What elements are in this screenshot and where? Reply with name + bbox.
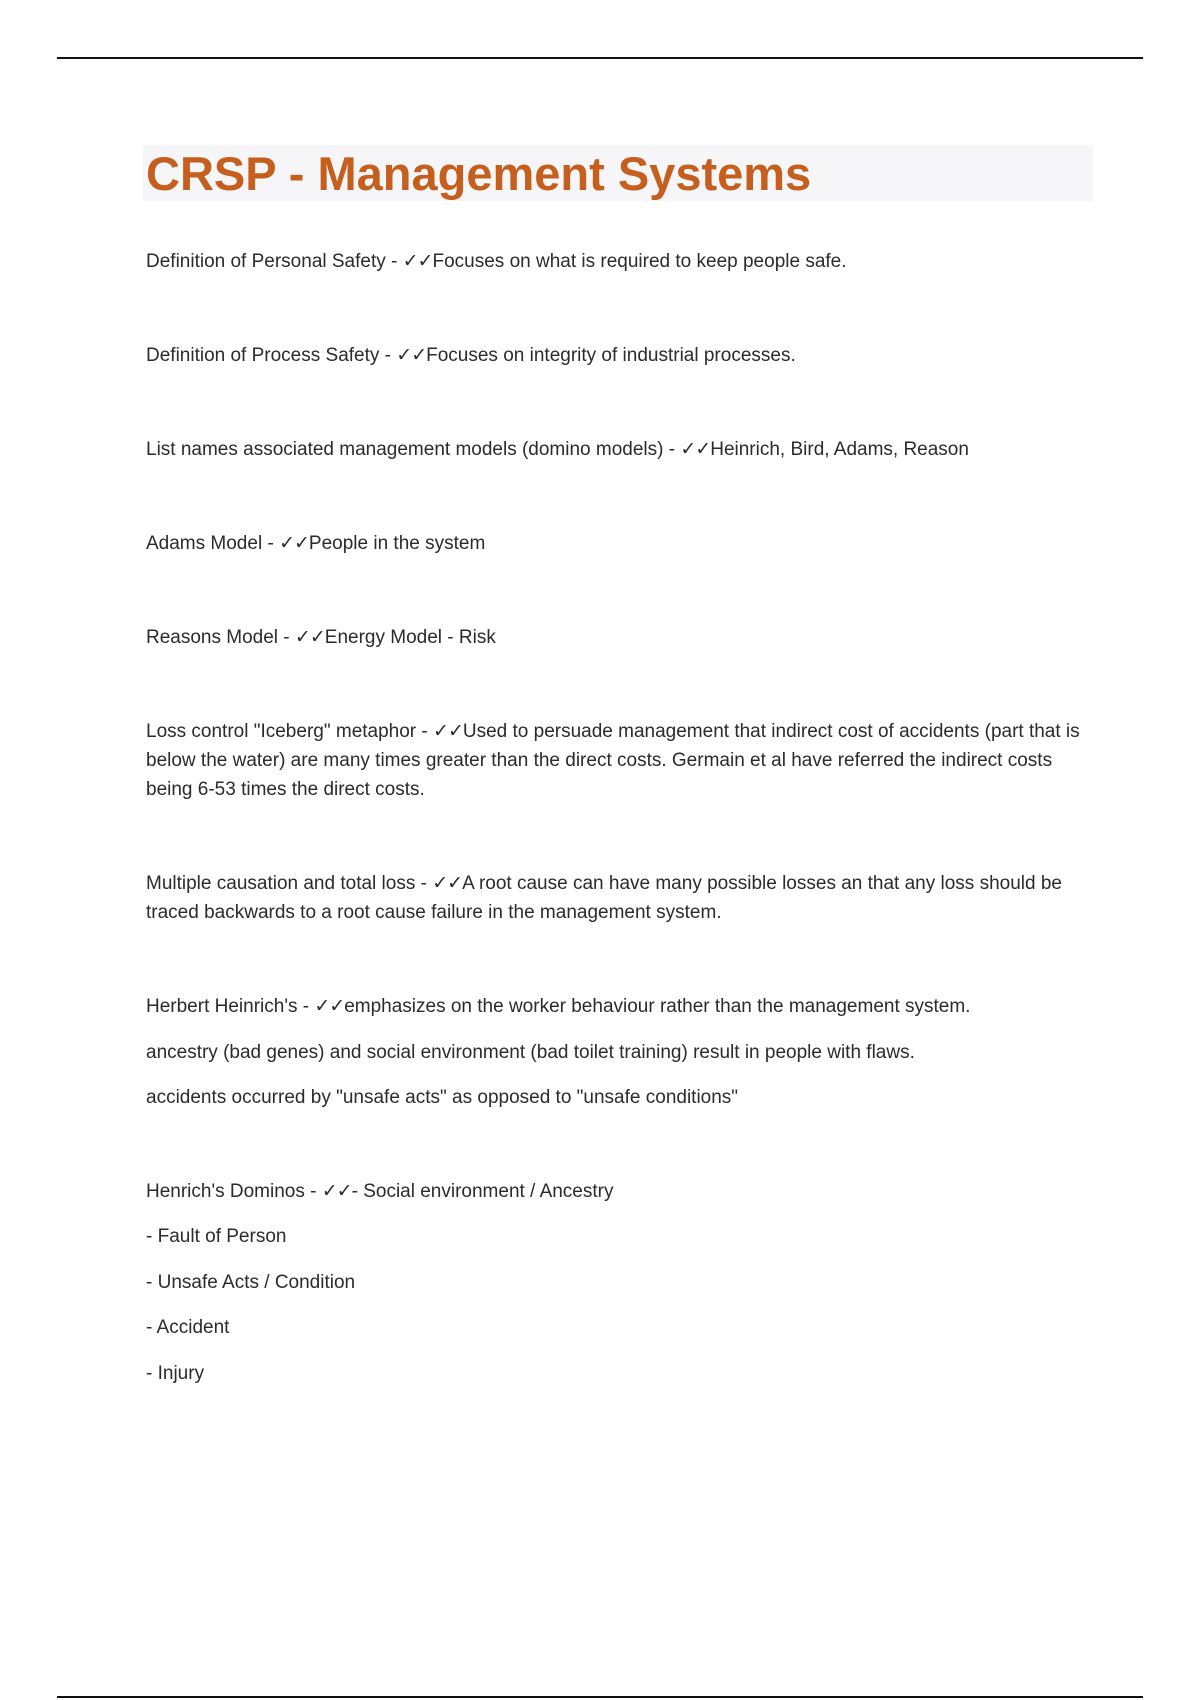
entry-answer: Focuses on what is required to keep people safe. [432,251,847,272]
entry-answer: Heinrich, Bird, Adams, Reason [710,439,969,460]
domino-line: - Accident [146,1317,230,1338]
entry-term: Multiple causation and total loss [146,873,416,894]
entry-term: Herbert Heinrich's [146,996,298,1017]
entry-separator: - [663,439,681,460]
heinrich-line: ancestry (bad genes) and social environment (bad toilet training) result in people with flaws. [146,1042,915,1063]
entry-separator: - [297,996,315,1017]
double-check-icon: ✓✓ [396,345,427,366]
entry-answer: A root cause can have many possible losses an that any loss should be traced backwards to a root cause failure in the management system. [146,873,1062,923]
entry-term: Adams Model [146,533,263,554]
entry-answer: Focuses on integrity of industrial processes. [426,345,796,366]
entry-separator: - [379,345,397,366]
entry-separator: - [415,873,433,894]
entry-answer: People in the system [308,533,486,554]
domino-line: - Injury [146,1363,205,1384]
entry-answer: - Social environment / Ancestry [351,1181,614,1202]
entry-iceberg-metaphor [146,717,1086,804]
entry-answer: emphasizes on the worker behaviour rather than the management system. [344,996,971,1017]
double-check-icon: ✓✓ [433,721,463,742]
double-check-icon: ✓✓ [294,627,325,648]
entry-term: Reasons Model [146,627,279,648]
header-rule [57,57,1143,59]
entry-term: Loss control "Iceberg" metaphor [146,721,417,742]
entry-multiple-causation [146,869,1086,927]
entry-herbert-heinrich [146,992,1086,1021]
entry-reasons-model [146,623,1086,652]
heinrich-line: accidents occurred by "unsafe acts" as opposed to "unsafe conditions" [146,1087,739,1108]
entry-separator: - [385,251,403,272]
entry-separator: - [304,1181,322,1202]
double-check-icon: ✓✓ [314,996,345,1017]
entry-henrichs-dominos [146,1177,1086,1206]
double-check-icon: ✓✓ [279,533,309,554]
entry-answer: Energy Model - Risk [324,627,496,648]
entry-separator: - [278,627,295,648]
entry-term: Definition of Personal Safety [146,251,386,272]
entry-process-safety [146,341,1086,370]
entry-separator: - [262,533,280,554]
entry-term: Definition of Process Safety [146,345,380,366]
entry-separator: - [416,721,434,742]
entry-personal-safety [146,247,1086,276]
double-check-icon: ✓✓ [432,873,463,894]
domino-line: - Fault of Person [146,1226,287,1247]
entry-term: List names associated management models (domino models) [146,439,664,460]
double-check-icon: ✓✓ [321,1181,352,1202]
document-title: CRSP - Management Systems [146,147,812,200]
entry-adams-model [146,529,1086,558]
double-check-icon: ✓✓ [402,251,433,272]
domino-line: - Unsafe Acts / Condition [146,1272,356,1293]
entry-term: Henrich's Dominos [146,1181,305,1202]
double-check-icon: ✓✓ [680,439,711,460]
entry-domino-models [146,435,1086,464]
footer-rule [57,1696,1143,1698]
entry-answer: Used to persuade management that indirect cost of accidents (part that is below the water) are many times greater than the direct costs. Germain et al have referred the indirect costs being 6-53 times the direct costs. [146,721,1080,800]
